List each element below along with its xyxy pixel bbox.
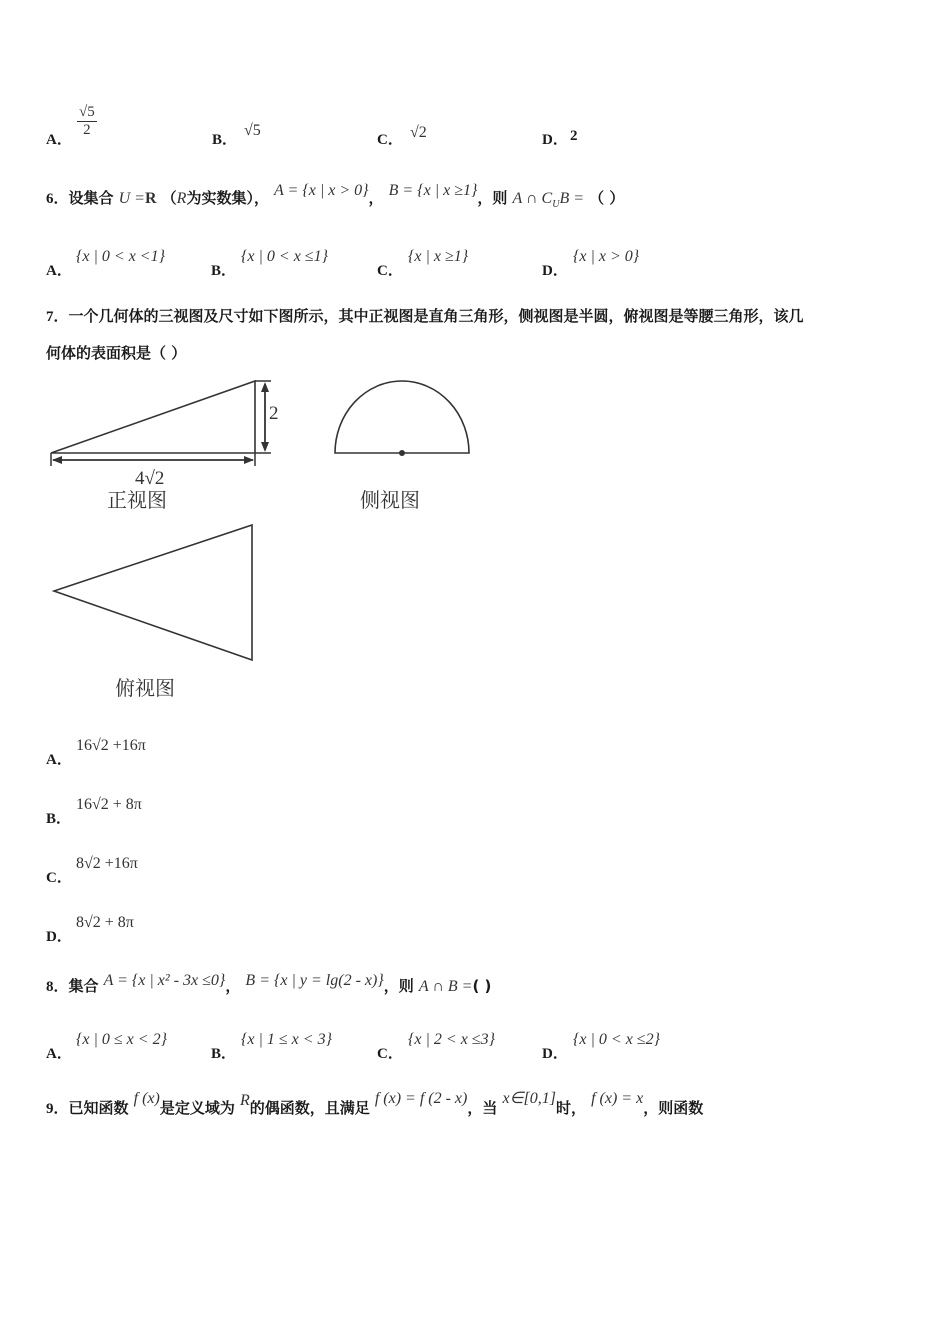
fraction-denominator: 2 [83,122,91,138]
q6-option-b-value: {x | 0 < x ≤1} [241,248,328,265]
q8-text: 集合 [68,977,99,995]
q6-option-a-label: A． [46,263,72,279]
q6-expression-sub: U [552,199,560,211]
q7-stem-line2: 何体的表面积是（ ） [46,344,187,362]
q8-set-a: A = {x | x² - 3x ≤0} [103,972,226,989]
q5-option-c-label: C． [377,132,403,148]
q7-text-line1: 一个几何体的三视图及尺寸如下图所示，其中正视图是直角三角形，侧视图是半圆，俯视图是等腰三角形，该几 [68,307,804,325]
q6-option-a-value: {x | 0 < x <1} [76,248,165,265]
arrow-right-icon [244,456,254,464]
front-view-figure [45,376,295,511]
q9-interval: x∈[0,1] [502,1090,556,1107]
q8-text: ，则 [383,977,414,995]
q6-option-c-value: {x | x ≥1} [408,248,469,265]
q6-math-r: R [176,190,187,207]
q7-option-a-label: A． [46,752,72,768]
side-view-figure [330,376,480,511]
arrow-down-icon [261,442,269,452]
q6-option-d-label: D． [542,263,568,279]
center-point [399,450,405,456]
top-view-caption: 俯视图 [115,676,175,700]
q6-set-b: B = {x | x ≥1} [388,182,478,199]
q9-function-def: f (x) = x [591,1090,644,1107]
q9-text: 是定义域为 [159,1099,235,1117]
q8-number: 8． [46,979,69,995]
q6-number: 6． [46,191,69,207]
q7-number: 7． [46,309,69,325]
q9-text: ，当 [467,1099,498,1117]
q5-option-d-value: 2 [570,128,578,144]
q9-text: ，则函数 [643,1099,704,1117]
q9-function: f (x) [133,1090,160,1107]
q6-option-c-label: C． [377,263,403,279]
q9-math-r: R [239,1092,250,1109]
q5-option-a-fraction [77,104,97,139]
q8-option-c-label: C． [377,1046,403,1062]
q7-option-d-value: 8√2 + 8π [76,914,134,931]
q8-option-a-label: A． [46,1046,72,1062]
q8-paren: ( ) [472,977,492,995]
q8-option-c-value: {x | 2 < x ≤3} [408,1031,495,1048]
q6-math-u: U = [118,190,145,207]
q7-option-b-label: B． [46,811,72,827]
q8-expression: A ∩ B = [418,978,473,995]
q9-text: 的偶函数，且满足 [249,1099,370,1117]
q6-math-r-bold: R [144,190,157,207]
q5-option-b-label: B． [212,132,238,148]
height-label: 2 [269,403,279,424]
q7-option-c-label: C． [46,870,72,886]
top-view-triangle [54,525,252,660]
q9-number: 9． [46,1101,69,1117]
side-view-caption: 侧视图 [360,488,420,511]
q9-text: 已知函数 [68,1099,129,1117]
q8-option-a-value: {x | 0 ≤ x < 2} [76,1031,167,1048]
q9-functional-equation: f (x) = f (2 - x) [374,1090,468,1107]
fraction-numerator: √5 [79,104,95,120]
q7-stem-line1 [46,305,804,326]
q6-stem [46,182,625,211]
arrow-left-icon [52,456,62,464]
q6-option-b-label: B． [211,263,237,279]
q6-text: ，则 [477,189,508,207]
q8-stem [46,972,492,996]
width-label: 4√2 [135,468,165,489]
q6-text: 设集合 [68,189,114,207]
q5-option-d-label: D． [542,132,568,148]
front-view-triangle [51,381,255,453]
semicircle [335,381,469,453]
q6-expression [512,190,585,211]
q5-option-b-value: √5 [244,122,261,139]
front-view-caption: 正视图 [107,488,167,511]
q8-option-b-value: {x | 1 ≤ x < 3} [241,1031,332,1048]
q6-text: ， [368,189,384,207]
q6-text: 为实数集）， [186,189,269,207]
q6-set-a: A = {x | x > 0} [274,182,369,199]
q8-option-b-label: B． [211,1046,237,1062]
q7-option-d-label: D． [46,929,72,945]
q8-option-d-label: D． [542,1046,568,1062]
q8-set-b: B = {x | y = lg(2 - x)} [245,972,384,989]
q9-stem [46,1090,704,1118]
q6-option-d-value: {x | x > 0} [573,248,640,265]
q5-option-c-value: √2 [410,124,427,141]
q7-option-b-value: 16√2 + 8π [76,796,142,813]
q7-option-a-value: 16√2 +16π [76,737,146,754]
q8-option-d-value: {x | 0 < x ≤2} [573,1031,660,1048]
q6-text: （ [161,189,177,207]
top-view-figure [45,520,265,702]
q6-paren: （ ） [589,189,625,207]
arrow-up-icon [261,382,269,392]
q9-text: 时， [555,1099,586,1117]
q6-expression-b: B = [559,190,585,207]
q7-option-c-value: 8√2 +16π [76,855,138,872]
q6-expression-a: A ∩ C [512,190,553,207]
q8-text: ， [225,977,241,995]
q5-option-a-label: A． [46,132,72,148]
